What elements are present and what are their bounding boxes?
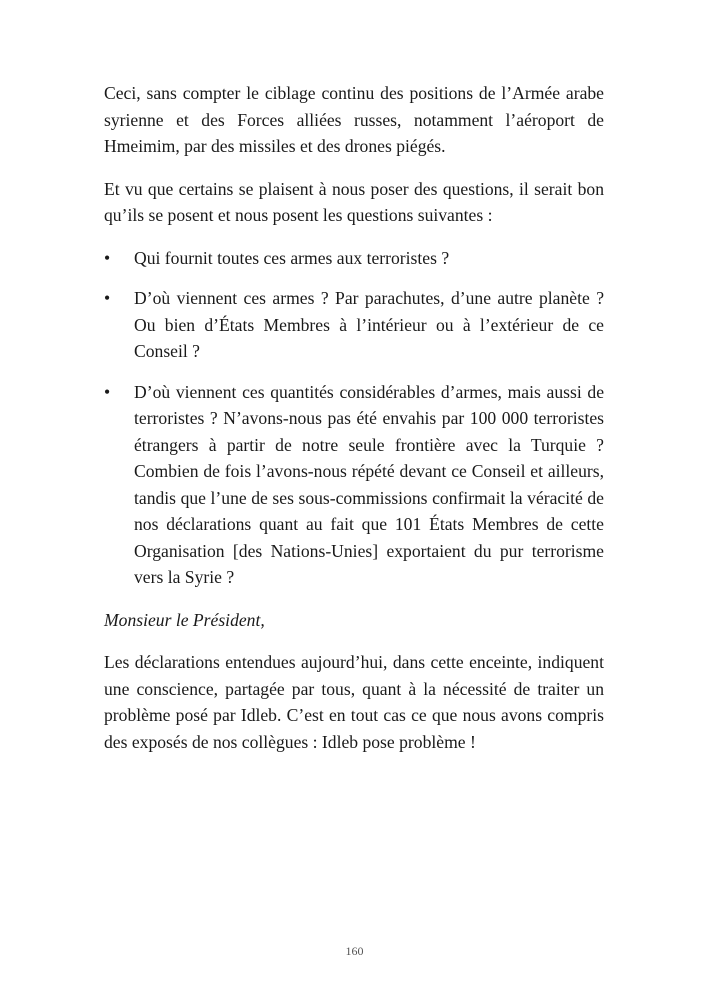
paragraph-questions-intro: Et vu que certains se plaisent à nous poser des questions, il serait bon qu’ils se posent et nous posent les questions suivantes : <box>104 178 604 225</box>
list-item <box>104 245 604 272</box>
list-item-text: D’où viennent ces armes ? Par parachutes, d’une autre planète ? Ou bien d’États Membres à l’intérieur ou à l’extérieur de ce Conseil ? <box>134 288 604 361</box>
bullet-icon: • <box>104 247 111 268</box>
bullet-icon: • <box>104 288 111 308</box>
page-body <box>104 80 604 771</box>
list-item <box>104 285 604 365</box>
list-item-text: D’où viennent ces quantités considérables d’armes, mais aussi de terroristes ? N’avons-nous pas été envahis par 100 000 terroristes étrangers à partir de notre seule frontière avec la Turquie ? Combien de fois l’avons-nous répété devant ce Conseil et ailleurs, tandis que l’une de ses sous-commissions confirmait la véracité de nos déclarations quant au fait que 101 États Membres de cette Organisation [des Nations-Unies] exportaient du pur terrorisme vers la Syrie ? <box>134 381 604 587</box>
paragraph-targeting: Ceci, sans compter le ciblage continu des positions de l’Armée arabe syrienne et des Forces alliées russes, notamment l’aéroport de Hmeimim, par des missiles et des drones piégés. <box>104 83 604 156</box>
bullet-icon: • <box>104 381 111 402</box>
list-item-text: Qui fournit toutes ces armes aux terroristes ? <box>134 247 450 268</box>
paragraph-closing: Les déclarations entendues aujourd’hui, dans cette enceinte, indiquent une conscience, partagée par tous, quant à la nécessité de traiter un problème posé par Idleb. C’est en tout cas ce que nous avons compris des exposés de nos collègues : Idleb pose problème ! <box>104 652 604 752</box>
question-list <box>104 245 604 591</box>
page-number: 160 <box>345 944 364 958</box>
salutation: Monsieur le Président, <box>104 609 265 630</box>
list-item <box>104 379 604 591</box>
